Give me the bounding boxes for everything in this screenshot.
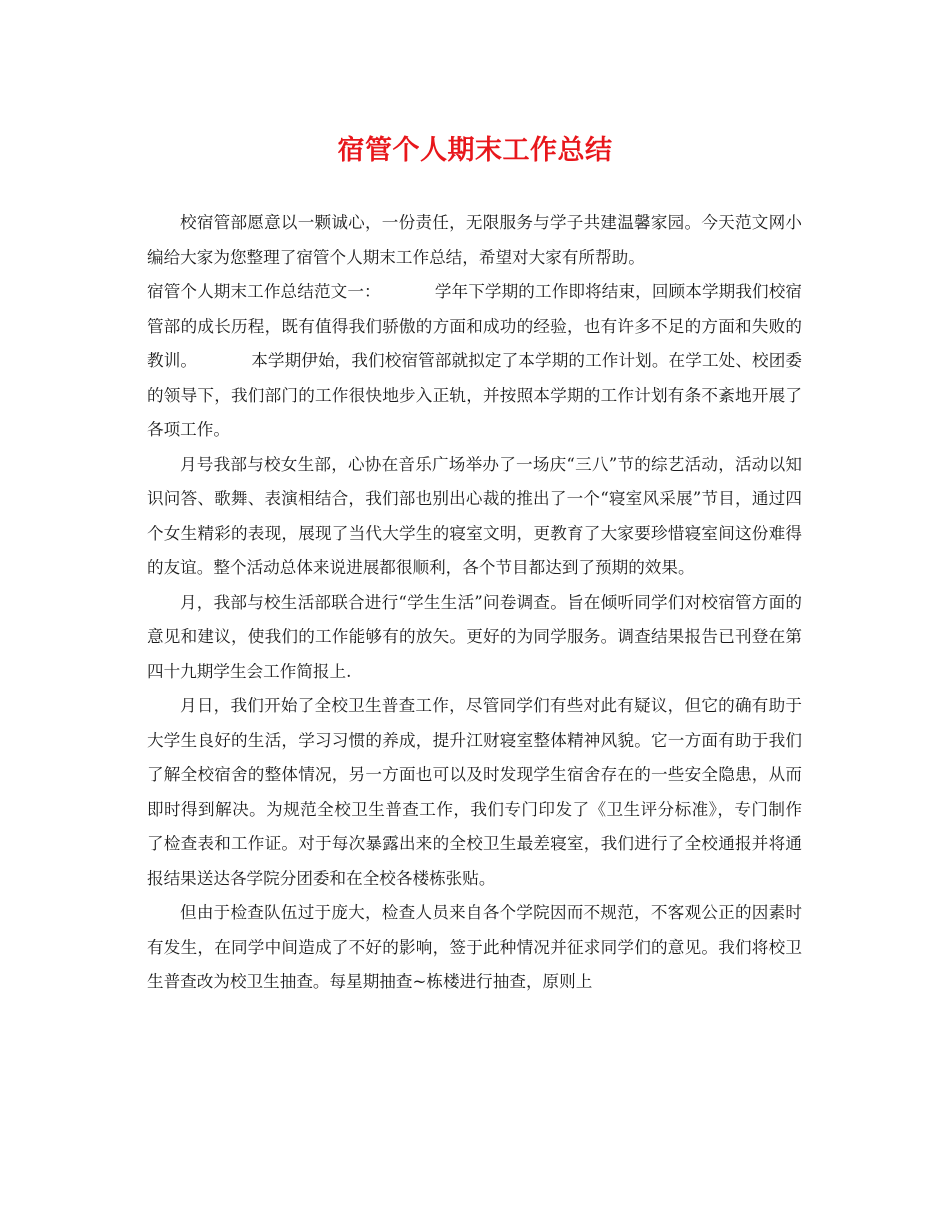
- paragraph-sample-one: [147, 275, 802, 448]
- paragraph-march-event-text: 月号我部与校女生部，心协在音乐广场举办了一场庆“三八”节的综艺活动，活动以知识问答、歌舞、表演相结合，我们部也别出心裁的推出了一个“寝室风采展”节目，通过四个女生精彩的表现，展现了当代大学生的寝室文明，更教育了大家要珍惜寝室间这份难得的友谊。整个活动总体来说进展都很顺利，各个节目都达到了预期的效果。: [147, 454, 802, 577]
- paragraph-plan-text: 本学期伊始，我们校宿管部就拟定了本学期的工作计划。在学工处、校团委的领导下，我们部门的工作很快地步入正轨，并按照本学期的工作计划有条不紊地开展了各项工作。: [147, 351, 803, 439]
- paragraph-review-text: 学年下学期的工作即将结束，回顾本学期我们校宿管部的成长历程，既有值得我们骄傲的方面和成功的经验，也有许多不足的方面和失败的教训。: [147, 282, 803, 370]
- paragraph-intro: [147, 206, 802, 275]
- paragraph-spot-check: [147, 896, 802, 1000]
- paragraph-hygiene-census: [147, 689, 802, 896]
- paragraph-survey: [147, 586, 802, 690]
- paragraph-intro-text: 校宿管部愿意以一颗诚心，一份责任，无限服务与学子共建温馨家园。今天范文网小编给大家为您整理了宿管个人期末工作总结，希望对大家有所帮助。: [147, 213, 802, 267]
- paragraph-march-event: [147, 448, 802, 586]
- paragraph-hygiene-census-text: 月日，我们开始了全校卫生普查工作，尽管同学们有些对此有疑议，但它的确有助于大学生良好的生活，学习习惯的养成，提升江财寝室整体精神风貌。它一方面有助于我们了解全校宿舍的整体情况，另一方面也可以及时发现学生宿舍存在的一些安全隐患，从而即时得到解决。为规范全校卫生普查工作，我们专门印发了《卫生评分标准》，专门制作了检查表和工作证。对于每次暴露出来的全校卫生最差寝室，我们进行了全校通报并将通报结果送达各学院分团委和在全校各楼栋张贴。: [147, 696, 802, 888]
- document-body: [147, 206, 802, 1000]
- paragraph-survey-text: 月，我部与校生活部联合进行“学生生活”问卷调查。旨在倾听同学们对校宿管方面的意见和建议，使我们的工作能够有的放矢。更好的为同学服务。调查结果报告已刊登在第四十九期学生会工作简报上.: [147, 592, 802, 681]
- sample-heading: 宿管个人期末工作总结范文一：: [147, 282, 381, 301]
- paragraph-spot-check-text: 但由于检查队伍过于庞大，检查人员来自各个学院因而不规范，不客观公正的因素时有发生，在同学中间造成了不好的影响，签于此种情况并征求同学们的意见。我们将校卫生普查改为校卫生抽查。每星期抽查~栋楼进行抽查，原则上: [147, 903, 802, 991]
- page-title: 宿管个人期末工作总结: [337, 135, 613, 166]
